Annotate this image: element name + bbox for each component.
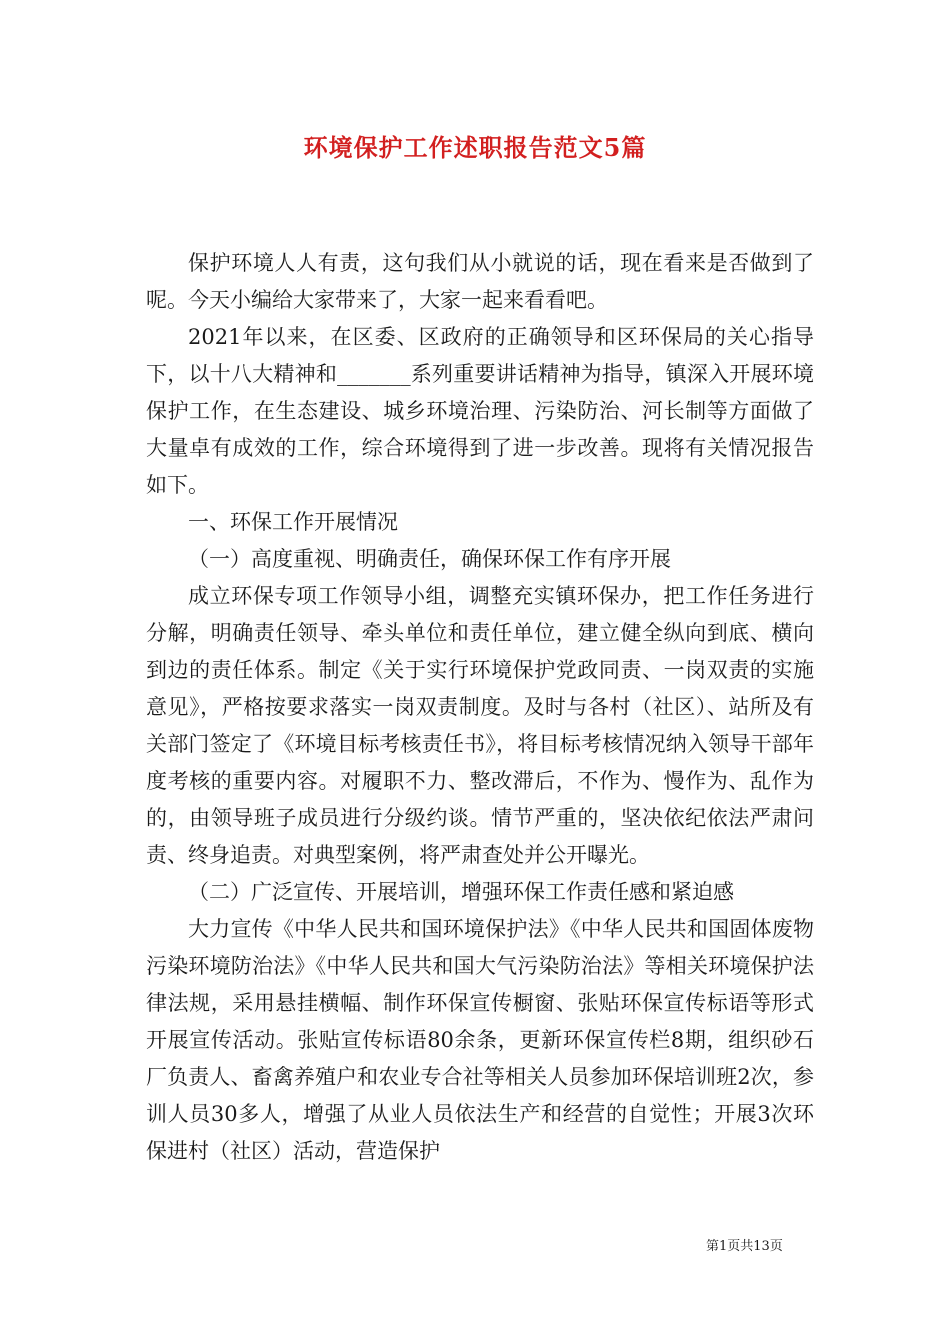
subsection-heading-1: （一）高度重视、明确责任，确保环保工作有序开展 [188, 547, 671, 571]
paragraph-publicity: 大力宣传《中华人民共和国环境保护法》《中华人民共和国固体废物污染环境防治法》《中华人民共和国大气污染防治法》等相关环境保护法律法规，采用悬挂横幅、制作环保宣传橱窗、张贴环保宣传标语等形式开展宣传活动。张贴宣传标语80余条，更新环保宣传栏8期，组织砂石厂负责人、畜禽养殖户和农业专合社等相关人员参加环保培训班2次，参训人员30多人，增强了从业人员依法生产和经营的自觉性；开展3次环保进村（社区）活动，营造保护 [146, 917, 814, 1163]
document-body [146, 245, 814, 1170]
paragraph-responsibility: 成立环保专项工作领导小组，调整充实镇环保办，把工作任务进行分解，明确责任领导、牵头单位和责任单位，建立健全纵向到底、横向到边的责任体系。制定《关于实行环境保护党政同责、一岗双责的实施意见》，严格按要求落实一岗双责制度。及时与各村（社区）、站所及有关部门签定了《环境目标考核责任书》，将目标考核情况纳入领导干部年度考核的重要内容。对履职不力、整改滞后，不作为、慢作为、乱作为的，由领导班子成员进行分级约谈。情节严重的，坚决依纪依法严肃问责、终身追责。对典型案例，将严肃查处并公开曝光。 [146, 584, 814, 867]
document-title: 环境保护工作述职报告范文5篇 [303, 133, 647, 162]
paragraph-intro: 保护环境人人有责，这句我们从小就说的话，现在看来是否做到了呢。今天小编给大家带来了，大家一起来看看吧。 [146, 251, 814, 312]
page-number: 第1页共13页 [706, 1239, 783, 1254]
subsection-heading-2: （二）广泛宣传、开展培训，增强环保工作责任感和紧迫感 [188, 880, 734, 904]
paragraph-overview: 2021年以来，在区委、区政府的正确领导和区环保局的关心指导下，以十八大精神和_______系列重要讲话精神为指导，镇深入开展环境保护工作，在生态建设、城乡环境治理、污染防治、河长制等方面做了大量卓有成效的工作，综合环境得到了进一步改善。现将有关情况报告如下。 [146, 325, 814, 497]
section-heading-1: 一、环保工作开展情况 [188, 510, 398, 534]
